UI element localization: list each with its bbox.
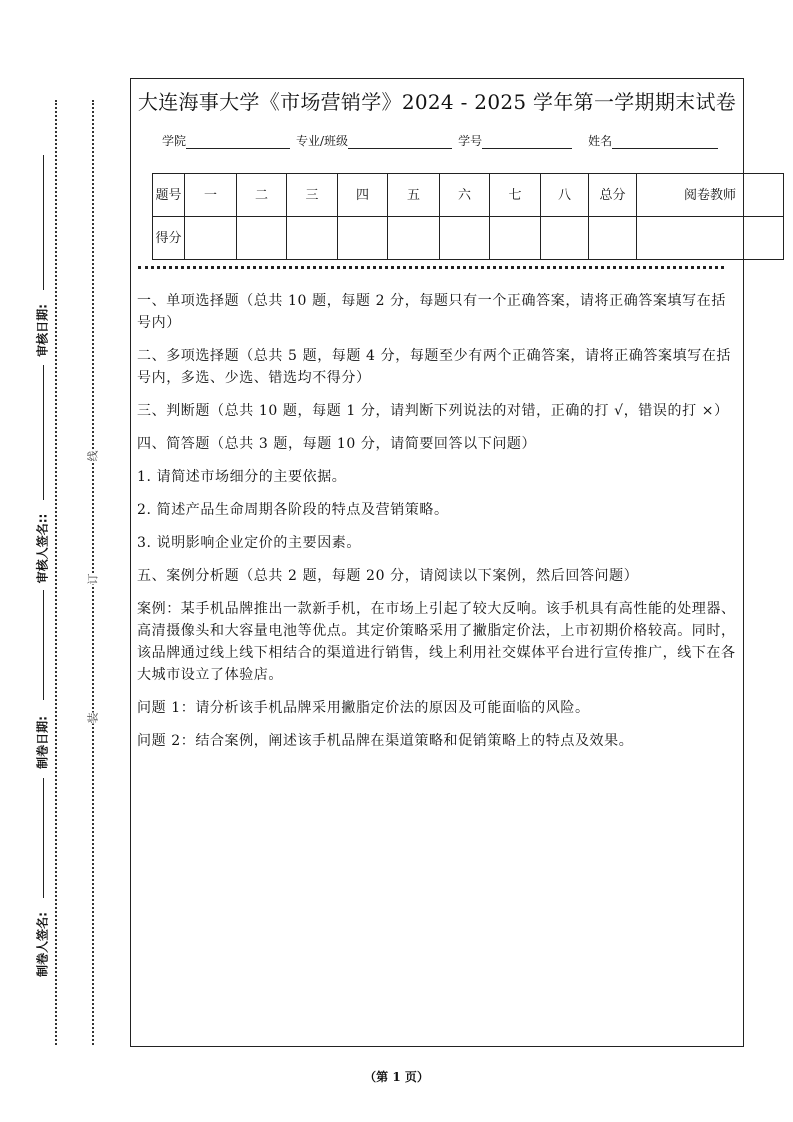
header-cell: 三 — [287, 174, 338, 217]
question-item: 1. 请简述市场细分的主要依据。 — [137, 469, 347, 485]
page-title: 大连海事大学《市场营销学》2024 - 2025 学年第一学期期末试卷 — [137, 90, 737, 114]
college-label: 学院 — [162, 134, 187, 148]
section-3-heading: 三、判断题（总共 10 题，每题 1 分，请判断下列说法的对错，正确的打 √，错误的打 ×） — [137, 403, 729, 419]
section-4-heading: 四、简答题（总共 3 题，每题 10 分，请简要回答以下问题） — [137, 436, 537, 452]
header-cell: 一 — [185, 174, 237, 217]
score-cell[interactable] — [637, 217, 784, 260]
make-date-line[interactable] — [43, 590, 44, 700]
binding-label-line: 线 — [86, 450, 100, 462]
case-text: 案例：某手机品牌推出一款新手机，在市场上引起了较大反响。该手机具有高性能的处理器、高清摄像头和大容量电池等优点。其定价策略采用了撇脂定价法，上市初期价格较高。同时，该品牌通过线上线下相结合的渠道进行销售，线上利用社交媒体平台进行宣传推广，线下在各大城市设立了体验店。 — [137, 601, 736, 683]
section-1-heading: 一、单项选择题（总共 10 题，每题 2 分，每题只有一个正确答案，请将正确答案填写在括号内） — [137, 293, 726, 331]
question-item: 3. 说明影响企业定价的主要因素。 — [137, 535, 362, 551]
score-cell[interactable] — [185, 217, 237, 260]
header-cell: 题号 — [153, 174, 185, 217]
case-question-2: 问题 2：结合案例，阐述该手机品牌在渠道策略和促销策略上的特点及效果。 — [137, 733, 634, 749]
table-header-row — [153, 174, 784, 217]
header-cell: 总分 — [589, 174, 637, 217]
review-date-label: 审核日期: — [35, 304, 50, 357]
score-cell[interactable] — [237, 217, 287, 260]
binding-label-bind: 装 — [86, 712, 100, 724]
header-cell: 四 — [338, 174, 388, 217]
reviewer-signature-label: 审核人签名:: — [35, 513, 50, 584]
major-class-field[interactable] — [348, 134, 452, 149]
score-cell[interactable] — [338, 217, 388, 260]
name-label: 姓名 — [588, 134, 613, 148]
header-cell: 二 — [237, 174, 287, 217]
name-field[interactable] — [612, 134, 718, 149]
case-question-1: 问题 1：请分析该手机品牌采用撇脂定价法的原因及可能面临的风险。 — [137, 700, 590, 716]
binding-label-staple: 订 — [86, 573, 100, 585]
section-5-heading: 五、案例分析题（总共 2 题，每题 20 分，请阅读以下案例，然后回答问题） — [137, 568, 639, 584]
header-cell: 七 — [490, 174, 541, 217]
score-cell[interactable] — [541, 217, 589, 260]
make-date-label: 制卷日期: — [35, 716, 50, 769]
section-2-heading: 二、多项选择题（总共 5 题，每题 4 分，每题至少有两个正确答案，请将正确答案填写在括号内，多选、少选、错选均不得分） — [137, 348, 732, 386]
score-cell[interactable] — [440, 217, 490, 260]
score-cell[interactable] — [287, 217, 338, 260]
score-cell[interactable] — [388, 217, 440, 260]
header-cell: 六 — [440, 174, 490, 217]
review-date-line[interactable] — [43, 155, 44, 290]
maker-signature-label: 制卷人签名: — [35, 912, 50, 977]
page-number: （第 1 页） — [364, 1070, 429, 1084]
dotted-divider — [138, 266, 724, 269]
maker-signature-line[interactable] — [43, 778, 44, 898]
score-table — [152, 173, 784, 260]
college-field[interactable] — [186, 134, 290, 149]
student-id-label: 学号 — [458, 134, 483, 148]
student-info-fields — [162, 132, 724, 149]
student-id-field[interactable] — [482, 134, 572, 149]
header-cell: 八 — [541, 174, 589, 217]
major-class-label: 专业/班级 — [296, 134, 349, 148]
question-item: 2. 简述产品生命周期各阶段的特点及营销策略。 — [137, 502, 449, 518]
score-cell[interactable] — [589, 217, 637, 260]
binding-dotted-line — [92, 100, 94, 1045]
score-cell[interactable] — [490, 217, 541, 260]
header-cell: 五 — [388, 174, 440, 217]
exam-body — [137, 290, 739, 763]
header-cell: 阅卷教师 — [637, 174, 784, 217]
reviewer-signature-line[interactable] — [43, 365, 44, 500]
outer-dotted-line — [55, 100, 57, 1045]
table-score-row — [153, 217, 784, 260]
score-row-label: 得分 — [153, 217, 185, 260]
